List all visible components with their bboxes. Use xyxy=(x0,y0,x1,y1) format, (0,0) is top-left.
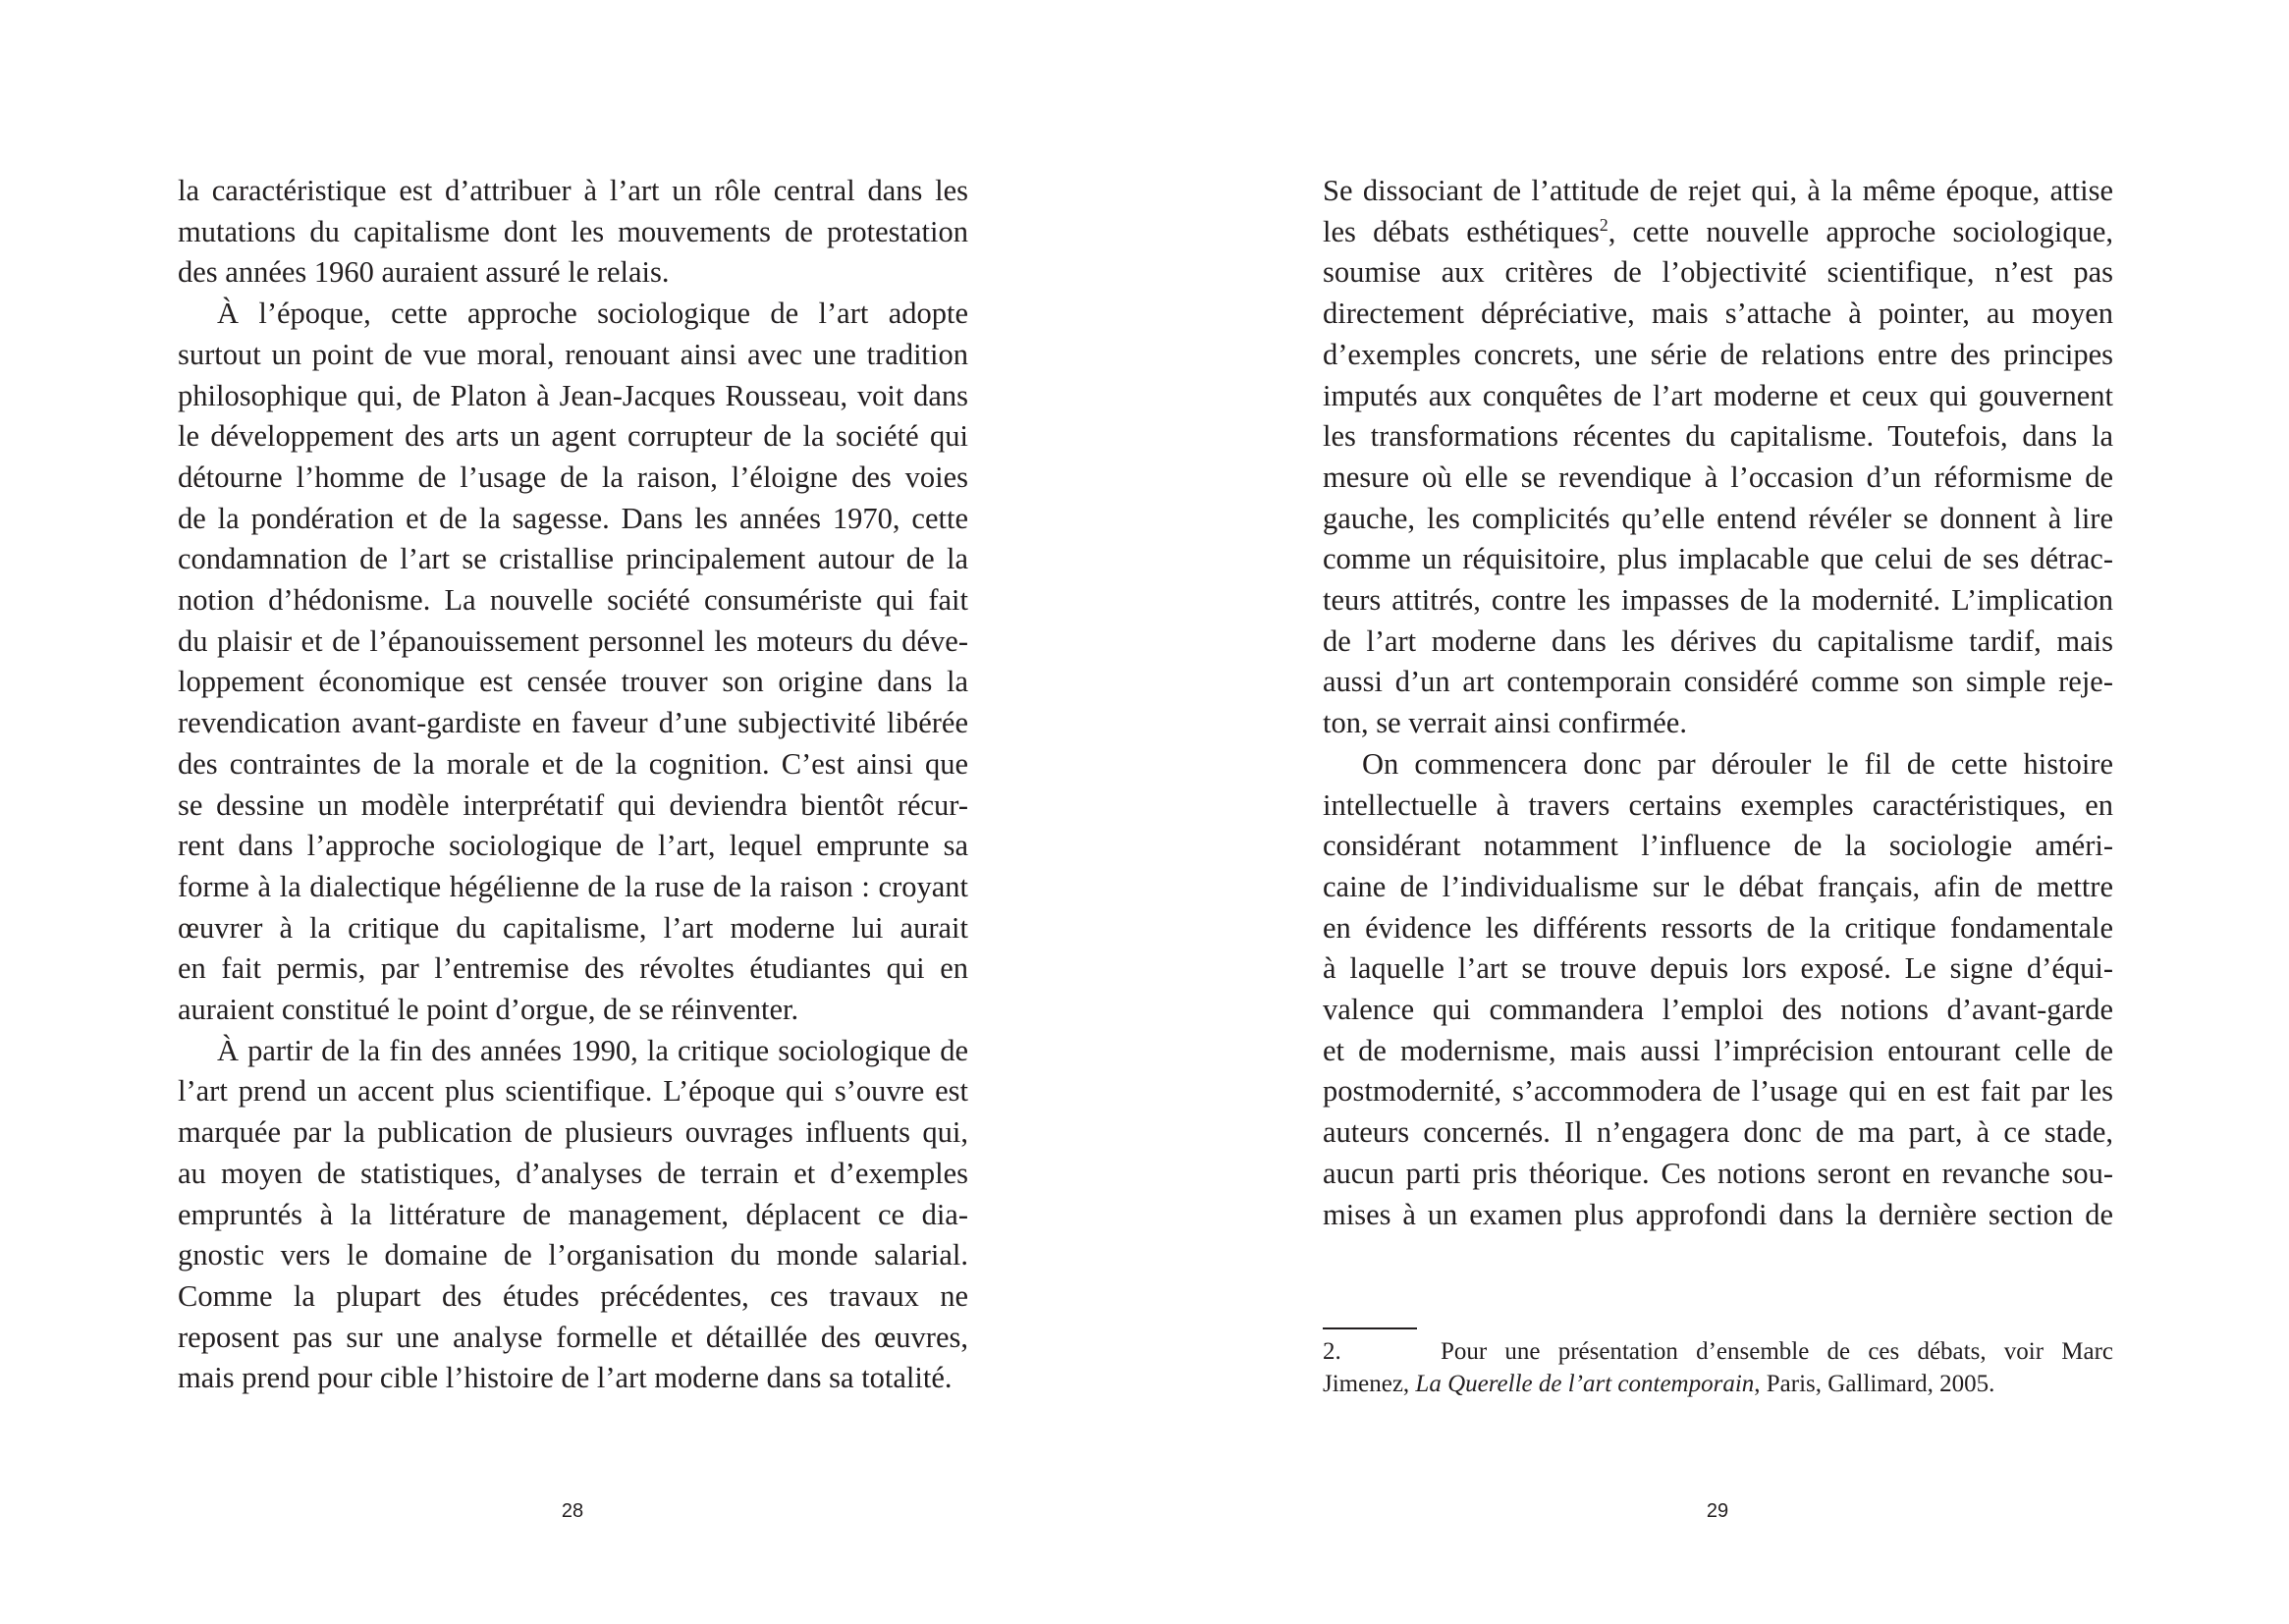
text-line: soumise aux critères de l’objectivité scientifique, n’est pas xyxy=(1323,255,2113,290)
text-line: mutations du capitalisme dont les mouvements de protestation xyxy=(178,214,968,248)
text-line: la caractéristique est d’attribuer à l’art un rôle central dans les xyxy=(178,174,968,207)
page-number: 28 xyxy=(561,1500,584,1522)
text-line: condamnation de l’art se cristallise principalement autour de la xyxy=(178,542,968,576)
text-line: l’art prend un accent plus scientifique. L’époque qui s’ouvre est xyxy=(178,1074,968,1109)
text-line: À partir de la fin des années 1990, la critique sociologique de xyxy=(217,1033,968,1067)
text-line: mais prend pour cible l’histoire de l’art moderne dans sa totalité. xyxy=(178,1361,953,1395)
text-line: gnostic vers le domaine de l’organisation du monde salarial. xyxy=(178,1238,968,1272)
text-line: œuvrer à la critique du capitalisme, l’art moderne lui aurait xyxy=(178,910,968,945)
right-page xyxy=(1145,0,2289,1624)
text-line: empruntés à la littérature de management, déplacent ce dia- xyxy=(178,1197,968,1231)
footnote-separator xyxy=(1323,1327,1417,1329)
text-line: aussi d’un art contemporain considéré comme son simple reje- xyxy=(1323,665,2113,699)
text-line: À l’époque, cette approche sociologique de l’art adopte xyxy=(217,297,968,331)
footnote-publication: , Paris, Gallimard, 2005. xyxy=(1754,1371,1995,1397)
left-page xyxy=(0,0,1144,1624)
text-line: rent dans l’approche sociologique de l’art, lequel emprunte sa xyxy=(178,829,968,863)
text-line: mises à un examen plus approfondi dans la dernière section de xyxy=(1323,1197,2113,1231)
footnote-2-continued xyxy=(1323,1368,2113,1400)
right-page-body-text xyxy=(1323,0,2113,1473)
text-line: comme un réquisitoire, plus implacable que celui de ses détrac- xyxy=(1323,542,2113,576)
footnote-book-title: La Querelle de l’art contemporain xyxy=(1415,1371,1755,1397)
text-line: valence qui commandera l’emploi des notions d’avant-garde xyxy=(1323,993,2113,1026)
left-page-body-text xyxy=(178,0,968,1473)
footnote-reference[interactable]: 2 xyxy=(1599,214,1608,235)
text-line: du plaisir et de l’épanouissement personnel les moteurs du déve- xyxy=(178,623,968,658)
text-segment: , cette nouvelle approche sociologique, xyxy=(1608,214,2114,248)
text-line: en évidence les différents ressorts de la critique fondamentale xyxy=(1323,910,2113,945)
text-line: marquée par la publication de plusieurs ouvrages influents qui, xyxy=(178,1115,968,1150)
text-line: caine de l’individualisme sur le débat français, afin de mettre xyxy=(1323,869,2113,903)
text-line: le développement des arts un agent corrupteur de la société qui xyxy=(178,419,968,454)
text-line: notion d’hédonisme. La nouvelle société consumériste qui fait xyxy=(178,583,968,617)
text-line: de l’art moderne dans les dérives du capitalisme tardif, mais xyxy=(1323,623,2113,658)
text-line: de la pondération et de la sagesse. Dans les années 1970, cette xyxy=(178,501,968,535)
text-line: considérant notamment l’influence de la sociologie améri- xyxy=(1323,829,2113,863)
text-segment: les débats esthétiques xyxy=(1323,214,1600,248)
text-line: gauche, les complicités qu’elle entend révéler se donnent à lire xyxy=(1323,501,2113,535)
text-line xyxy=(1323,212,2113,253)
text-line: Se dissociant de l’attitude de rejet qui, à la même époque, attise xyxy=(1323,174,2113,207)
text-line: au moyen de statistiques, d’analyses de terrain et d’exemples xyxy=(178,1156,968,1190)
page-number: 29 xyxy=(1706,1500,1729,1522)
footnote-number: 2. xyxy=(1323,1338,1341,1365)
text-line: postmodernité, s’accommodera de l’usage qui en est fait par les xyxy=(1323,1074,2113,1109)
text-line: ton, se verrait ainsi confirmée. xyxy=(1323,706,1687,740)
text-line: détourne l’homme de l’usage de la raison, l’éloigne des voies xyxy=(178,460,968,494)
text-line: reposent pas sur une analyse formelle et détaillée des œuvres, xyxy=(178,1320,968,1354)
text-line: forme à la dialectique hégélienne de la ruse de la raison : croyant xyxy=(178,869,968,903)
text-line: surtout un point de vue moral, renouant ainsi avec une tradition xyxy=(178,337,968,371)
text-line: teurs attitrés, contre les impasses de la modernité. L’implication xyxy=(1323,583,2113,617)
text-line: On commencera donc par dérouler le fil de cette histoire xyxy=(1362,746,2113,781)
text-line: des contraintes de la morale et de la cognition. C’est ainsi que xyxy=(178,746,968,781)
text-line: intellectuelle à travers certains exemples caractéristiques, en xyxy=(1323,787,2113,822)
text-line: mesure où elle se revendique à l’occasion d’un réformisme de xyxy=(1323,460,2113,494)
text-line: auteurs concernés. Il n’engagera donc de ma part, à ce stade, xyxy=(1323,1115,2113,1150)
footnote-text-line: Pour une présentation d’ensemble de ces débats, voir Marc xyxy=(1441,1338,2113,1365)
text-line: imputés aux conquêtes de l’art moderne et ceux qui gouvernent xyxy=(1323,378,2113,412)
text-line: philosophique qui, de Platon à Jean-Jacques Rousseau, voit dans xyxy=(178,378,968,412)
text-line: à laquelle l’art se trouve depuis lors exposé. Le signe d’équi- xyxy=(1323,951,2113,986)
footnote-2 xyxy=(1323,1335,2113,1368)
text-line: loppement économique est censée trouver son origine dans la xyxy=(178,665,968,699)
text-line: des années 1960 auraient assuré le relais. xyxy=(178,255,670,290)
text-line: les transformations récentes du capitalisme. Toutefois, dans la xyxy=(1323,419,2113,454)
text-line: et de modernisme, mais aussi l’imprécision entourant celle de xyxy=(1323,1033,2113,1067)
text-line: aucun parti pris théorique. Ces notions seront en revanche sou- xyxy=(1323,1156,2113,1190)
text-line: directement dépréciative, mais s’attache à pointer, au moyen xyxy=(1323,297,2113,331)
text-line: se dessine un modèle interprétatif qui deviendra bientôt récur- xyxy=(178,787,968,822)
text-line: revendication avant-gardiste en faveur d’une subjectivité libérée xyxy=(178,706,968,740)
text-line: d’exemples concrets, une série de relations entre des principes xyxy=(1323,337,2113,371)
footnote-author: Jimenez, xyxy=(1323,1371,1416,1397)
text-line: Comme la plupart des études précédentes, ces travaux ne xyxy=(178,1278,968,1313)
text-line: en fait permis, par l’entremise des révoltes étudiantes qui en xyxy=(178,951,968,986)
text-line: auraient constitué le point d’orgue, de se réinventer. xyxy=(178,993,799,1026)
